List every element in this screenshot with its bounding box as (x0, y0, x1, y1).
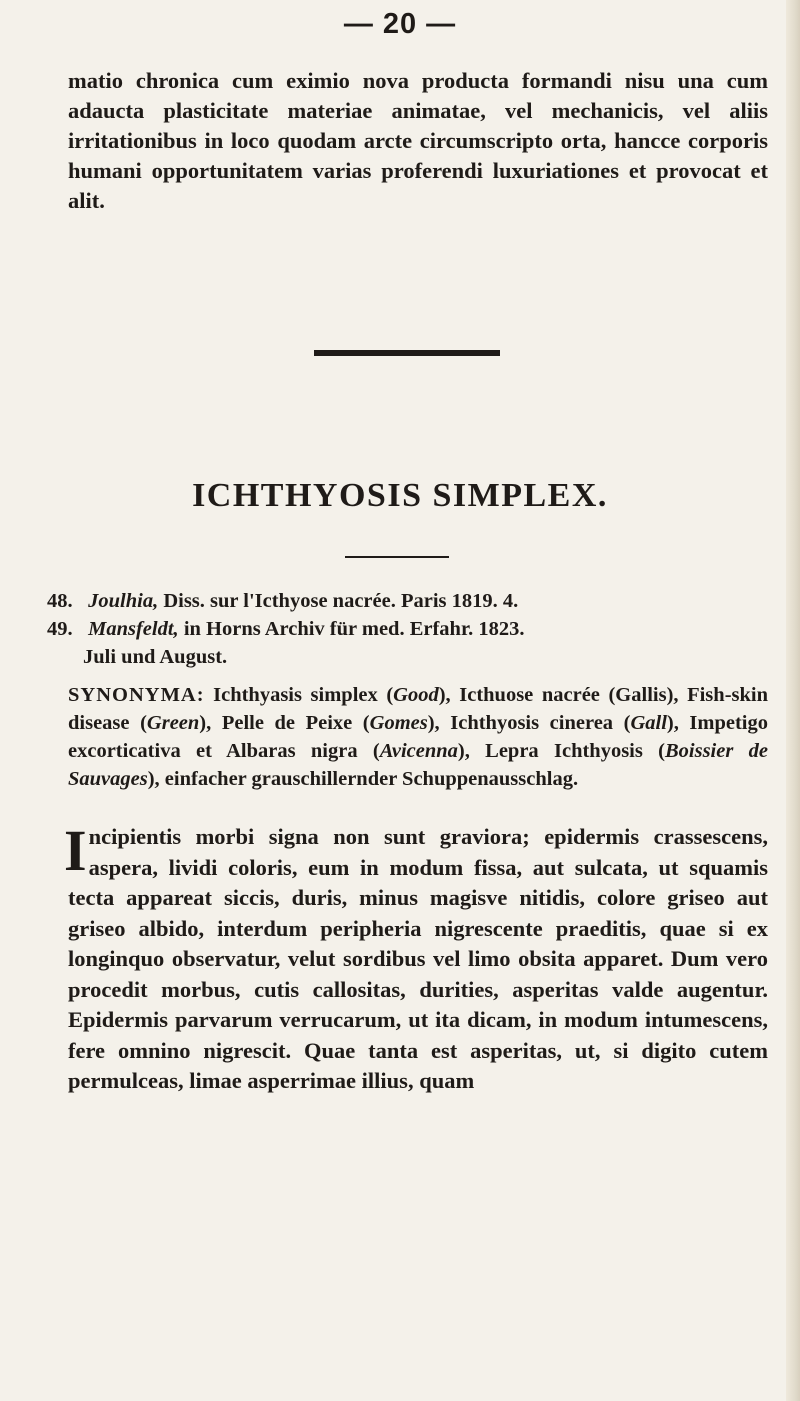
synonyma-text: ), Pelle de Peixe ( (199, 712, 370, 734)
entry-author: Joulhia, (88, 590, 159, 612)
synonym-authority: Good (393, 684, 439, 706)
synonym-authority: Gomes (369, 712, 428, 734)
synonym-authority: Gall (630, 712, 667, 734)
synonyma-text: ), Icthuose nacrée (Gallis), Fish-skin disease ( (68, 684, 768, 734)
bibliography-entry (47, 587, 767, 615)
bibliography-entry (47, 615, 767, 671)
synonyma-text: ), Lepra Ichthyosis ( (457, 740, 665, 762)
entry-number: 48. (47, 590, 73, 612)
page-edge (786, 0, 800, 1401)
main-paragraph-text: ncipientis morbi signa non sunt graviora; epidermis crassescens, aspera, lividi coloris, eum in modum fissa, aut sulcata, ut squamis tecta appareat siccis, duris, minus magisve nitidis, colore griseo aut griseo albido, interdum peripheria nigrescente praeditis, quae si ex longinquo observatur, velut sordibus vel limo obsita apparet. Dum vero procedit morbus, cutis callositas, durities, asperitas valde augentur. Epidermis parvarum verrucarum, ut ita dicam, in modum intumescens, fere omnino nigrescit. Quae tanta est asperitas, ut, si digito cutem permulceas, limae asperrimae illius, quam (68, 824, 768, 1093)
drop-cap: I (64, 818, 87, 883)
top-paragraph: matio chronica cum eximio nova producta formandi nisu una cum adaucta plasticitate materiae animatae, vel mechanicis, vel aliis irritationibus in loco quodam arcte circumscripto orta, hancce corporis humani opportunitatem varias proferendi luxuriationes et provocat et alit. (68, 68, 768, 213)
entry-text: Diss. sur l'Icthyose nacrée. Paris 1819. 4. (163, 590, 519, 612)
heading-divider-thin (345, 556, 449, 558)
synonym-authority: Avicenna (379, 740, 458, 762)
synonyma-text: ), Impetigo excorticativa et Albaras nigra ( (68, 712, 769, 762)
synonym-authority: Green (146, 712, 200, 734)
page-number: — 20 — (343, 8, 457, 40)
synonyma-text: ), einfacher grauschillernder Schuppenausschlag. (147, 768, 579, 790)
section-divider-thick (314, 350, 500, 356)
synonyma-paragraph (68, 681, 768, 793)
synonym-authority: Boissier de Sauvages (68, 740, 768, 790)
section-heading: ICHTHYOSIS SIMPLEX. (192, 477, 608, 514)
entry-author: Mansfeldt, (88, 618, 179, 640)
synonyma-label: SYNONYMA: (68, 684, 205, 706)
main-paragraph (64, 818, 768, 1097)
synonyma-text: ), Ichthyosis cinerea ( (427, 712, 631, 734)
synonyma-text: Ichthyasis simplex ( (213, 684, 394, 706)
entry-number: 49. (47, 618, 73, 640)
entry-text: in Horns Archiv für med. Erfahr. 1823. (183, 618, 525, 640)
entry-continuation: Juli und August. (83, 646, 228, 668)
